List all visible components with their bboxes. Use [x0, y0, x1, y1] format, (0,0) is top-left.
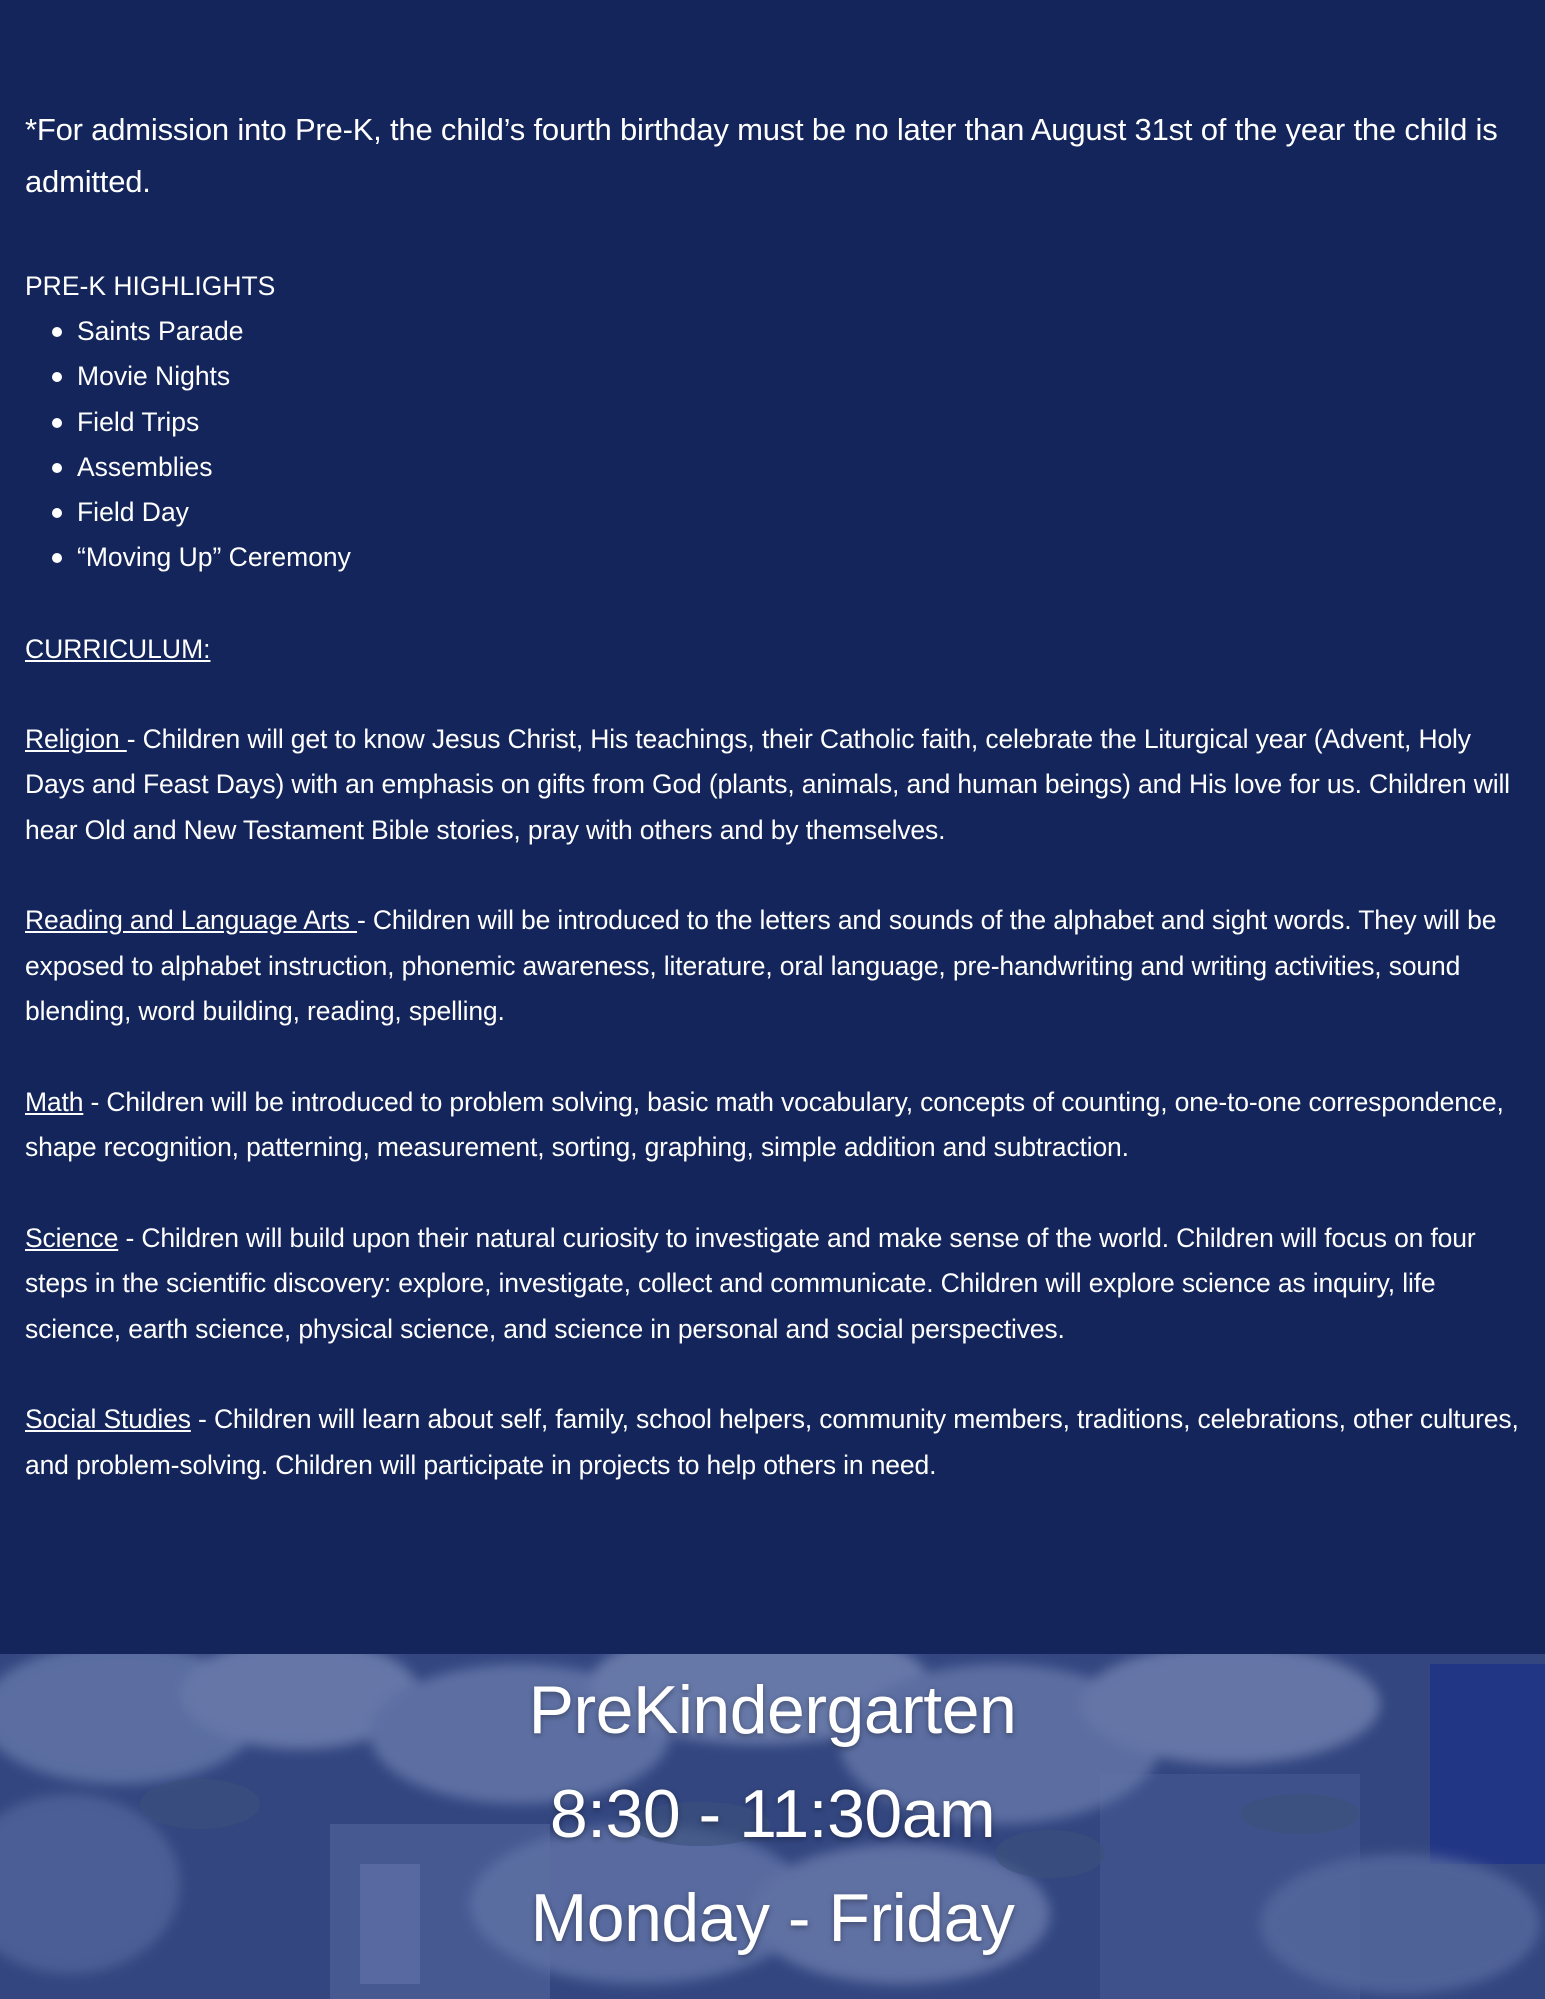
subject-description: - Children will learn about self, family, school helpers, community members, traditions, celebrations, other cultures, and problem-solving. Children will participate in projects to help others in need.: [25, 1404, 1519, 1480]
subject-reading-language-arts: [25, 898, 1520, 1035]
subject-science: [25, 1216, 1520, 1353]
admission-note: *For admission into Pre-K, the child’s fourth birthday must be no later than August 31st of the year the child is admitted.: [25, 112, 1498, 199]
highlights-heading: PRE-K HIGHLIGHTS: [25, 271, 276, 301]
highlight-item: Field Trips: [52, 400, 1520, 445]
subject-religion: [25, 717, 1520, 854]
subject-name: Reading and Language Arts: [25, 905, 358, 936]
subject-math: [25, 1080, 1520, 1171]
subject-social-studies: [25, 1397, 1520, 1488]
subject-name: Math: [25, 1086, 84, 1117]
program-name: PreKindergarten: [528, 1672, 1017, 1748]
schedule-text: [0, 1654, 1545, 1970]
curriculum-heading: CURRICULUM:: [25, 633, 211, 664]
highlight-item: Saints Parade: [52, 309, 1520, 354]
highlights-list: [25, 309, 1520, 581]
subject-description: - Children will be introduced to problem solving, basic math vocabulary, concepts of counting, one-to-one correspondence, shape recognition, patterning, measurement, sorting, graphing, simple addition and subtraction.: [25, 1086, 1504, 1163]
subject-description: - Children will get to know Jesus Christ, His teachings, their Catholic faith, celebrate the Liturgical year (Advent, Holy Days and Feast Days) with an emphasis on gifts from God (plants, animals, and human beings) and His love for us. Children will hear Old and New Testament Bible stories, pray with others and by themselves.: [25, 723, 1510, 845]
subject-name: Religion: [25, 723, 127, 754]
program-days: Monday - Friday: [530, 1880, 1015, 1956]
highlight-item: Assemblies: [52, 445, 1520, 490]
subject-name: Science: [25, 1222, 119, 1253]
subject-name: Social Studies: [25, 1404, 191, 1435]
main-content: [25, 104, 1520, 1488]
subject-description: - Children will build upon their natural curiosity to investigate and make sense of the world. Children will focus on four steps in the scientific discovery: explore, investigate, collect and communicate. Children will explore science as inquiry, life science, earth science, physical science, and science in personal and social perspectives.: [25, 1222, 1476, 1344]
highlight-item: Field Day: [52, 490, 1520, 535]
highlight-item: “Moving Up” Ceremony: [52, 535, 1520, 580]
schedule-banner: [0, 1654, 1545, 1999]
program-hours: 8:30 - 11:30am: [549, 1776, 996, 1852]
highlight-item: Movie Nights: [52, 354, 1520, 399]
subject-description: - Children will be introduced to the letters and sounds of the alphabet and sight words. They will be exposed to alphabet instruction, phonemic awareness, literature, oral language, pre-handwriting and writing activities, sound blending, word building, reading, spelling.: [25, 905, 1497, 1027]
